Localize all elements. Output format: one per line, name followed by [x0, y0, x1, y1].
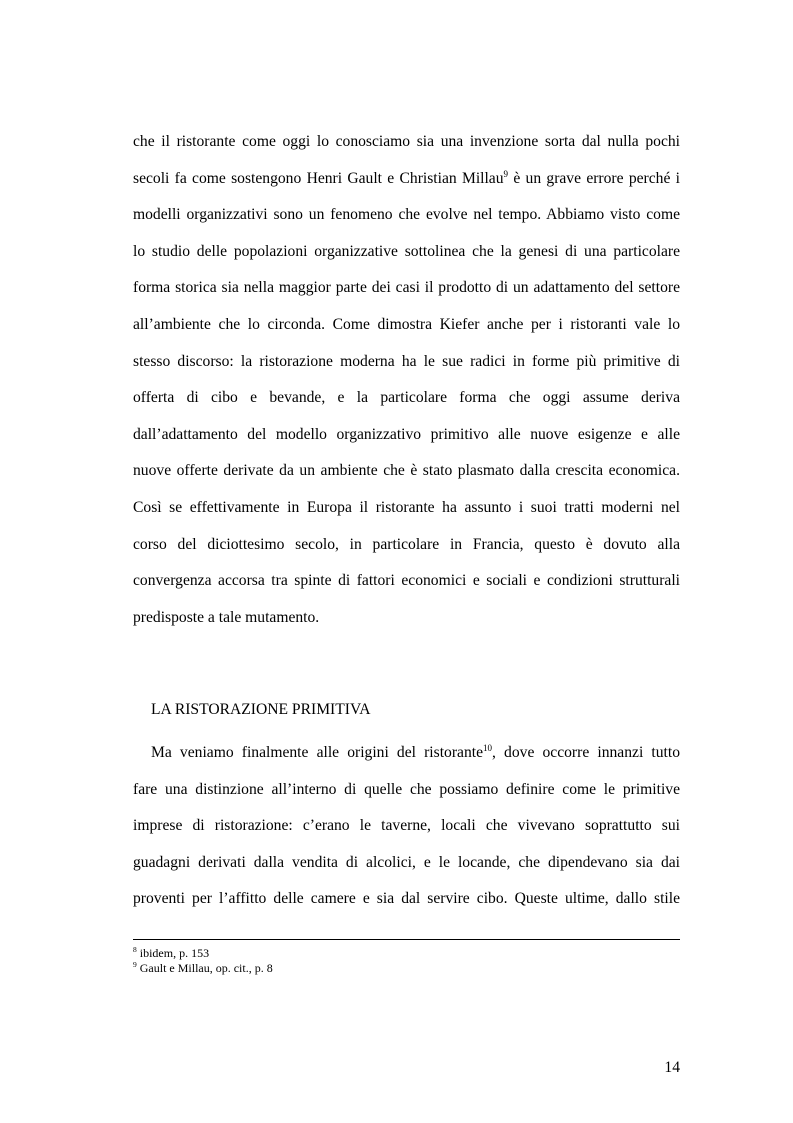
- text-line: Così se effettivamente in Europa il ristorante ha assunto i suoi tratti moderni nel: [133, 498, 680, 516]
- section-heading: LA RISTORAZIONE PRIMITIVA: [151, 701, 371, 718]
- text-line: predisposte a tale mutamento.: [133, 608, 320, 626]
- page-number: 14: [664, 1059, 680, 1076]
- text-line: [133, 735, 680, 772]
- body-paragraph-2: [133, 735, 680, 918]
- footnote-text: ibidem, p. 153: [136, 946, 210, 960]
- footnotes: [133, 946, 680, 975]
- text-line: proventi per l’affitto delle camere e sia dal servire cibo. Queste ultime, dallo stile: [133, 890, 680, 908]
- text-line: forma storica sia nella maggior parte dei casi il prodotto di un adattamento del settore: [133, 279, 680, 297]
- footnote-separator: [133, 939, 680, 940]
- footnote-number: 8: [133, 945, 137, 954]
- text-line: corso del diciottesimo secolo, in particolare in Francia, questo è dovuto alla: [133, 535, 680, 553]
- text-line: lo studio delle popolazioni organizzative sottolinea che la genesi di una particolare: [133, 242, 680, 260]
- text-fragment: secoli fa come sostengono Henri Gault e Christian Millau: [133, 169, 504, 187]
- footnote-ref-9[interactable]: 9: [503, 168, 509, 179]
- text-line: dall’adattamento del modello organizzativo primitivo alle nuove esigenze e alle: [133, 425, 680, 443]
- text-fragment: , dove occorre innanzi tutto: [492, 744, 681, 761]
- text-line: offerta di cibo e bevande, e la particolare forma che oggi assume deriva: [133, 389, 680, 407]
- text-fragment: è un grave errore perché i: [508, 169, 680, 187]
- text-line: che il ristorante come oggi lo conosciamo sia una invenzione sorta dal nulla pochi: [133, 133, 680, 150]
- footnote-9: [133, 961, 680, 976]
- body-paragraph-1: [133, 124, 680, 636]
- footnote-8: [133, 946, 680, 961]
- text-line: imprese di ristorazione: c’erano le taverne, locali che vivevano soprattutto sui: [133, 817, 680, 835]
- footnote-text: Gault e Millau, op. cit., p. 8: [136, 960, 273, 975]
- text-line: modelli organizzativi sono un fenomeno che evolve nel tempo. Abbiamo visto come: [133, 206, 680, 224]
- text-line: guadagni derivati dalla vendita di alcolici, e le locande, che dipendevano sia dai: [133, 853, 680, 871]
- text-line: convergenza accorsa tra spinte di fattori economici e sociali e condizioni strutturali: [133, 572, 680, 590]
- text-line: [133, 161, 680, 198]
- text-line: nuove offerte derivate da un ambiente che è stato plasmato dalla crescita economica.: [133, 462, 680, 480]
- text-line: fare una distinzione all’interno di quelle che possiamo definire come le primitive: [133, 780, 680, 798]
- text-line: stesso discorso: la ristorazione moderna ha le sue radici in forme più primitive di: [133, 352, 680, 370]
- footnote-number: 9: [133, 959, 137, 969]
- text-line: all’ambiente che lo circonda. Come dimostra Kiefer anche per i ristoranti vale lo: [133, 315, 680, 333]
- footnote-ref-10[interactable]: 10: [483, 742, 493, 753]
- text-fragment: Ma veniamo finalmente alle origini del ristorante: [151, 744, 484, 761]
